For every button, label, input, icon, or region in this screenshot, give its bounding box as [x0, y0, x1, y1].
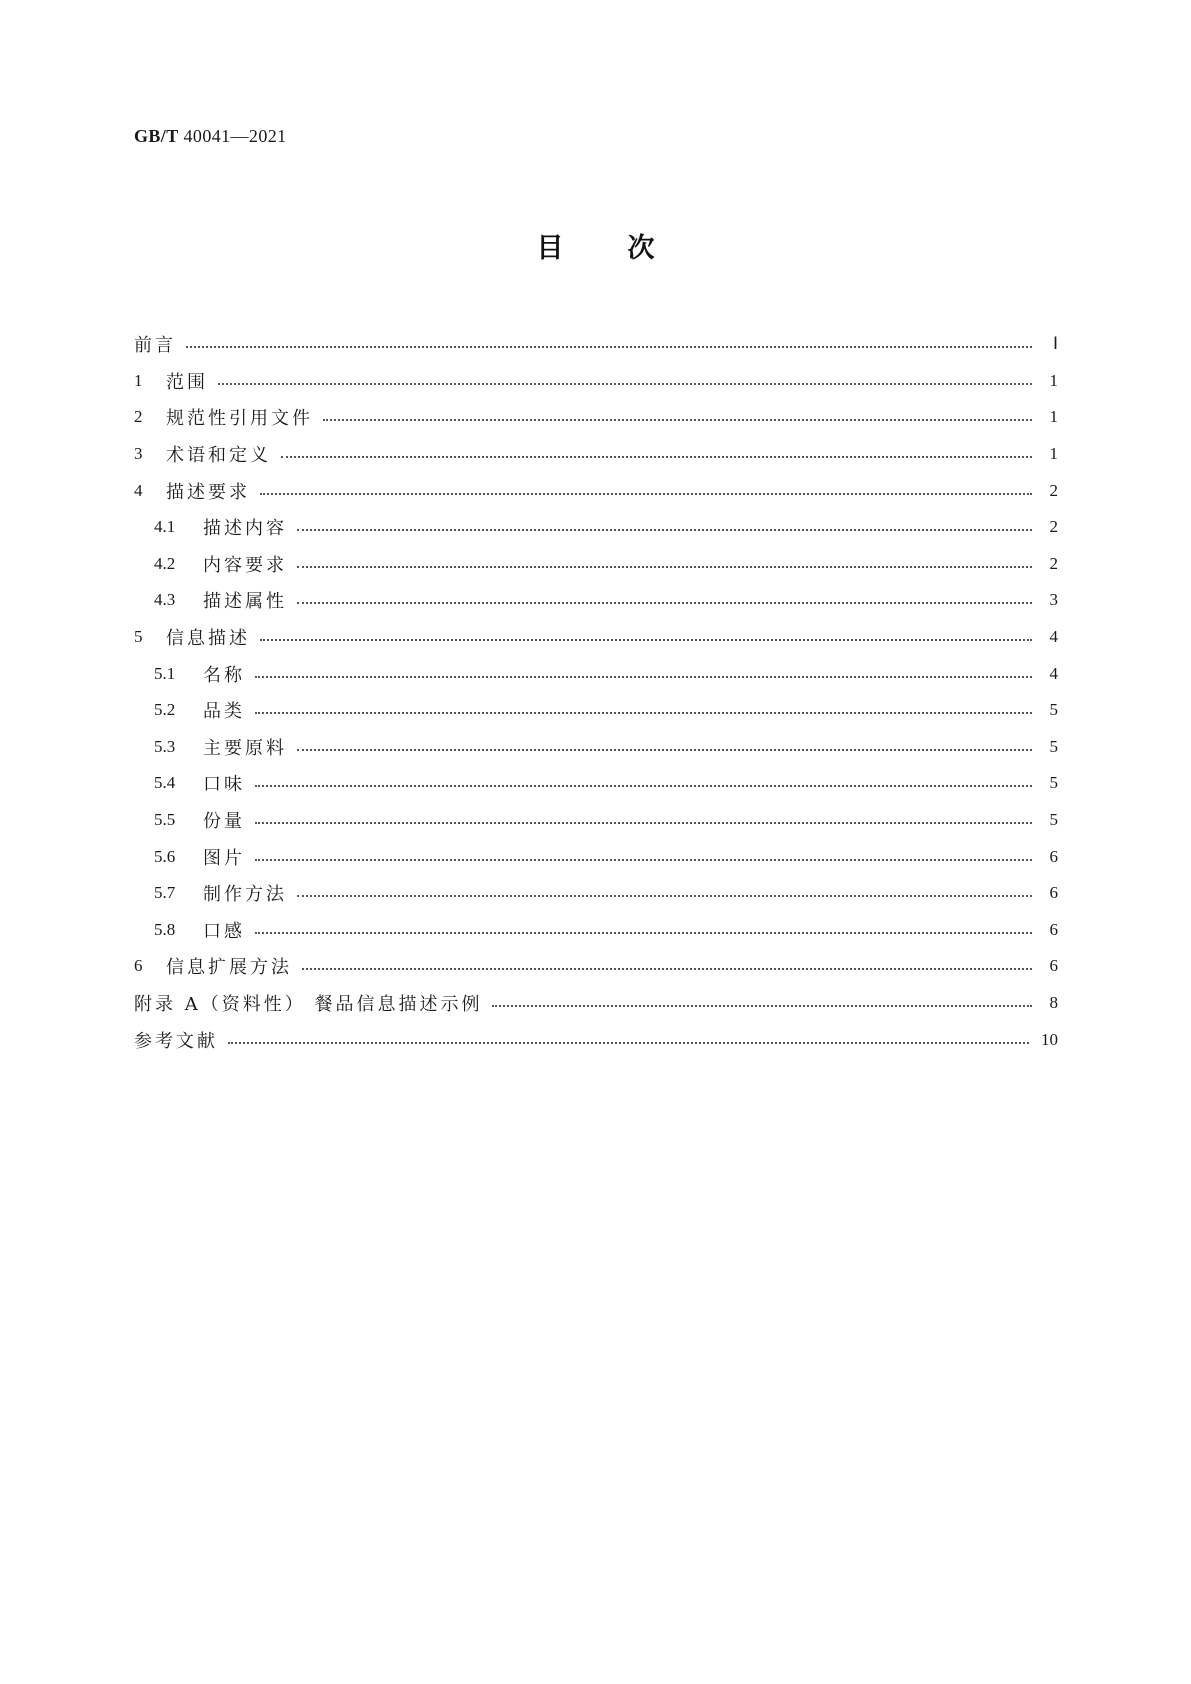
toc-entry[interactable]	[134, 692, 1058, 729]
toc-entry-page: 4	[1049, 663, 1058, 683]
toc-entry-title: 口味	[203, 774, 245, 796]
toc-entry-page: 3	[1049, 590, 1058, 610]
standard-code	[134, 126, 287, 147]
toc-entry[interactable]	[134, 326, 1058, 363]
toc-dot-leader	[297, 602, 1032, 604]
toc-entry-page: 8	[1049, 992, 1058, 1012]
toc-dot-leader	[228, 1042, 1029, 1044]
toc-entry-title: 信息描述	[166, 628, 250, 650]
toc-entry-page: 1	[1049, 370, 1058, 390]
toc-dot-leader	[302, 968, 1032, 970]
toc-entry-number: 4.3	[154, 590, 176, 610]
toc-entry-title: 规范性引用文件	[166, 408, 313, 430]
toc-entry-number: 5	[134, 627, 143, 647]
toc-entry-number: 5.5	[154, 810, 176, 830]
toc-entry-number: 5.6	[154, 846, 176, 866]
toc-entry-page: 10	[1041, 1029, 1058, 1049]
toc-entry-number: 5.7	[154, 883, 176, 903]
toc-entry[interactable]	[134, 619, 1058, 656]
toc-dot-leader	[297, 749, 1032, 751]
toc-entry-page: 6	[1049, 883, 1058, 903]
toc-entry-title: 主要原料	[203, 737, 287, 759]
toc-entry-title: 图片	[203, 847, 245, 869]
toc-entry-number: 5.8	[154, 919, 176, 939]
toc-entry[interactable]	[134, 509, 1058, 546]
toc-dot-leader	[297, 895, 1032, 897]
table-of-contents	[134, 326, 1058, 1058]
toc-dot-leader	[255, 785, 1032, 787]
toc-entry-page: 6	[1049, 919, 1058, 939]
toc-entry-number: 5.2	[154, 700, 176, 720]
toc-entry-title: 术语和定义	[166, 445, 271, 467]
toc-entry[interactable]	[134, 436, 1058, 473]
toc-entry-number: 6	[134, 956, 143, 976]
toc-entry[interactable]	[134, 802, 1058, 839]
toc-entry-title: 制作方法	[203, 884, 287, 906]
toc-entry-title: 份量	[203, 811, 245, 833]
toc-entry-title: 描述内容	[203, 518, 287, 540]
toc-entry[interactable]	[134, 582, 1058, 619]
toc-entry-page: 2	[1049, 517, 1058, 537]
toc-entry-number: 5.3	[154, 736, 176, 756]
toc-title	[0, 226, 1191, 265]
toc-entry-page: 6	[1049, 956, 1058, 976]
toc-entry-page: 5	[1049, 700, 1058, 720]
toc-entry-title: 范围	[166, 371, 208, 393]
toc-entry-title: 前言	[134, 335, 176, 357]
toc-entry-title: 内容要求	[203, 554, 287, 576]
toc-entry-page: 1	[1049, 444, 1058, 464]
toc-entry[interactable]	[134, 729, 1058, 766]
toc-dot-leader	[323, 419, 1032, 421]
toc-entry[interactable]	[134, 948, 1058, 985]
toc-entry-number: 4.1	[154, 517, 176, 537]
toc-entry-number: 2	[134, 407, 143, 427]
toc-dot-leader	[260, 639, 1032, 641]
toc-dot-leader	[255, 676, 1032, 678]
toc-entry[interactable]	[134, 985, 1058, 1022]
toc-entry[interactable]	[134, 1021, 1058, 1058]
toc-dot-leader	[255, 712, 1032, 714]
toc-dot-leader	[492, 1005, 1032, 1007]
toc-entry[interactable]	[134, 838, 1058, 875]
toc-entry-page: 2	[1049, 480, 1058, 500]
toc-entry[interactable]	[134, 912, 1058, 949]
toc-title-char-2: 次	[627, 233, 655, 264]
toc-entry[interactable]	[134, 546, 1058, 583]
toc-entry-title: 描述要求	[166, 481, 250, 503]
toc-dot-leader	[255, 859, 1032, 861]
toc-entry-number: 1	[134, 370, 143, 390]
toc-entry-title: 名称	[203, 664, 245, 686]
toc-dot-leader	[218, 383, 1032, 385]
toc-dot-leader	[281, 456, 1032, 458]
toc-entry-page: 5	[1049, 773, 1058, 793]
toc-entry[interactable]	[134, 472, 1058, 509]
toc-entry-page: 5	[1049, 810, 1058, 830]
toc-entry-page: 5	[1049, 736, 1058, 756]
toc-dot-leader	[260, 493, 1032, 495]
standard-prefix: GB/T	[134, 126, 179, 146]
toc-entry-number: 3	[134, 444, 143, 464]
toc-dot-leader	[255, 822, 1032, 824]
toc-dot-leader	[186, 346, 1032, 348]
toc-entry-page: 1	[1049, 407, 1058, 427]
toc-entry-number: 5.4	[154, 773, 176, 793]
toc-entry-title: 参考文献	[134, 1030, 218, 1052]
toc-entry-page: 2	[1049, 553, 1058, 573]
toc-entry[interactable]	[134, 363, 1058, 400]
toc-dot-leader	[255, 932, 1032, 934]
toc-entry[interactable]	[134, 399, 1058, 436]
toc-entry-number: 4.2	[154, 553, 176, 573]
toc-entry-title: 信息扩展方法	[166, 957, 292, 979]
toc-entry-page: 6	[1049, 846, 1058, 866]
toc-entry-title: 附录 A（资料性） 餐品信息描述示例	[134, 993, 483, 1015]
toc-entry[interactable]	[134, 765, 1058, 802]
toc-entry-title: 描述属性	[203, 591, 287, 613]
toc-entry[interactable]	[134, 655, 1058, 692]
toc-entry-page: Ⅰ	[1052, 334, 1058, 354]
toc-entry-title: 口感	[203, 920, 245, 942]
toc-dot-leader	[297, 529, 1032, 531]
toc-entry-number: 4	[134, 480, 143, 500]
toc-dot-leader	[297, 566, 1032, 568]
toc-entry-title: 品类	[203, 701, 245, 723]
toc-entry-page: 4	[1049, 627, 1058, 647]
standard-number: 40041—2021	[183, 126, 287, 146]
toc-entry[interactable]	[134, 875, 1058, 912]
toc-title-char-1: 目	[536, 233, 564, 264]
toc-entry-number: 5.1	[154, 663, 176, 683]
